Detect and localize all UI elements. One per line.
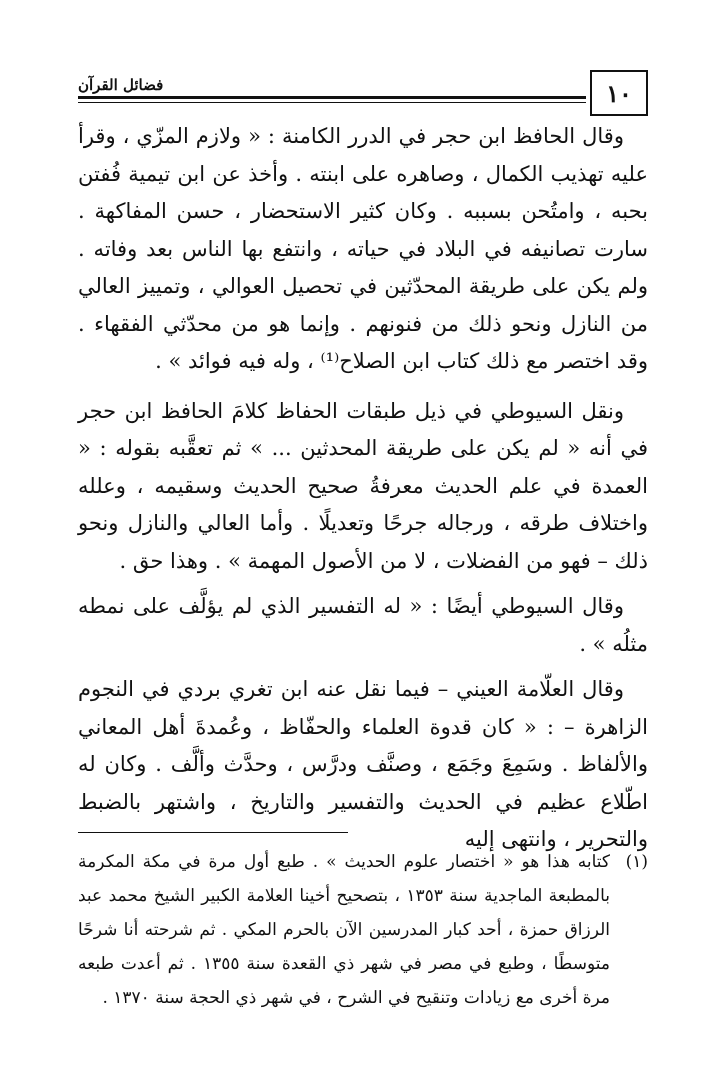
paragraph-1: وقال الحافظ ابن حجر في الدرر الكامنة : « ولازم المزّي ، وقرأ عليه تهذيب الكمال ، وصاهره على ابنته . وأخذ عن ابن تيمية فُفتن بحبه ، وامتُحن بسببه . وكان كثير الاستحضار ، حسن المفاكهة . سارت تصانيفه في البلاد في حياته ، وانتفع بها الناس بعد وفاته . ولم يكن على طريقة المحدّثين في تحصيل العوالي ، وتمييز العالي من النازل ونحو ذلك من فنونهم . وإنما هو من محدّثي الفقهاء . وقد اختصر مع ذلك كتاب ابن الصلاح⁽¹⁾ ، وله فيه فوائد » . — [78, 124, 648, 373]
footnote — [78, 845, 648, 1015]
page-number: ١٠ — [590, 70, 648, 116]
footnote-marker: (١) — [625, 852, 648, 872]
main-text — [78, 118, 648, 867]
paragraph-3: وقال السيوطي أيضًا : « له التفسير الذي لم يؤلَّف على نمطه مثلُه » . — [78, 594, 648, 656]
paragraph-4: وقال العلّامة العيني – فيما نقل عنه ابن تغري بردي في النجوم الزاهرة – : « كان قدوة العلماء والحفّاظ ، وعُمدةَ أهل المعاني والألفاظ . وسَمِعَ وجَمَع ، وصنَّف ودرَّس ، وحدَّث وألَّف . وكان له اطّلاع عظيم في الحديث والتفسير والتاريخ ، واشتهر بالضبط والتحرير ، وانتهى إليه — [78, 677, 648, 851]
footnote-text: كتابه هذا هو « اختصار علوم الحديث » . طبع أول مرة في مكة المكرمة بالمطبعة الماجدية سنة ١٣٥٣ ، بتصحيح أخينا العلامة الكبير الشيخ محمد عبد الرزاق حمزة ، أحد كبار المدرسين الآن بالحرم المكي . ثم شرحته أنا شرحًا متوسطًا ، وطبع في مصر في شهر ذي القعدة سنة ١٣٥٥ . ثم أعدت طبعه مرة أخرى مع زيادات وتنقيح في الشرح ، في شهر ذي الحجة سنة ١٣٧٠ . — [78, 852, 610, 1008]
footnote-separator — [78, 832, 348, 833]
paragraph-2: ونقل السيوطي في ذيل طبقات الحفاظ كلامَ الحافظ ابن حجر في أنه « لم يكن على طريقة المحدثين ... » ثم تعقَّبه بقوله : « العمدة في علم الحديث معرفةُ صحيح الحديث وسقيمه ، وعلله واختلاف طرقه ، ورجاله جرحًا وتعديلًا . وأما العالي والنازل ونحو ذلك – فهو من الفضلات ، لا من الأصول المهمة » . وهذا حق . — [78, 398, 648, 573]
running-title: فضائل القرآن — [78, 76, 164, 94]
header-rule-thick — [78, 96, 586, 99]
header-rule-thin — [78, 102, 586, 103]
